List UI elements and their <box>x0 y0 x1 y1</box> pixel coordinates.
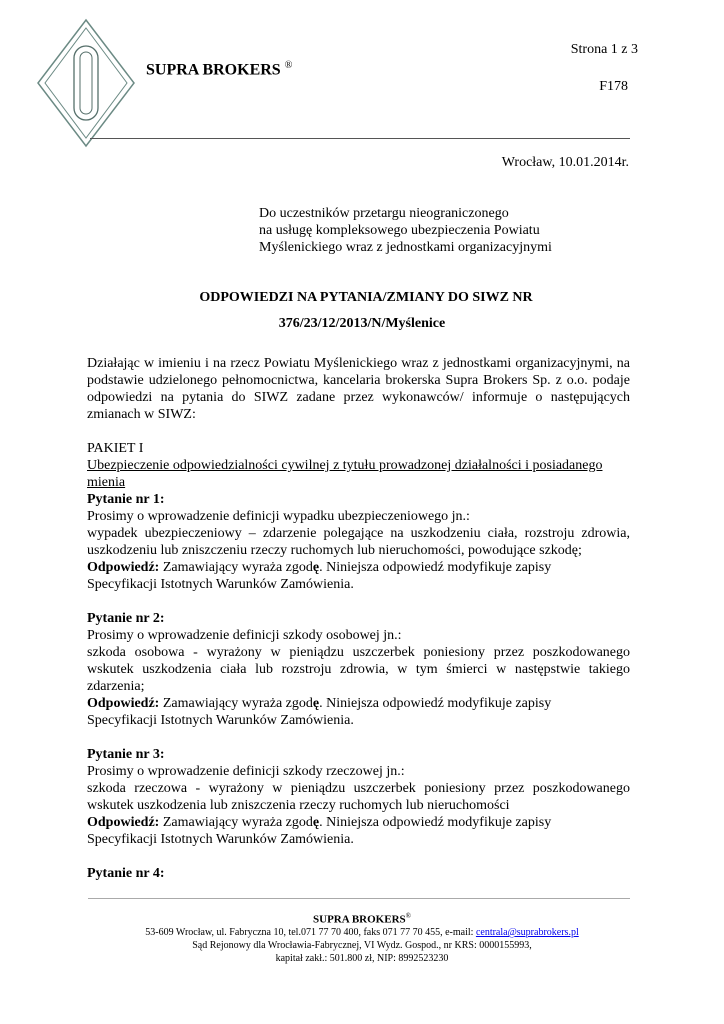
package-heading: PAKIET I <box>87 441 144 456</box>
document-title: ODPOWIEDZI NA PYTANIA/ZMIANY DO SIWZ NR <box>199 290 533 305</box>
answer: Odpowiedź: Zamawiający wyraża zgodę. Niniejsza odpowiedź modyfikuje zapisy <box>87 815 552 830</box>
package-subject: Ubezpieczenie odpowiedzialności cywilnej z tytułu prowadzonej działalności i posiadanego mienia <box>87 458 603 490</box>
footer-court-registration: Sąd Rejonowy dla Wrocławia-Fabrycznej, VI Wydz. Gospod., nr KRS: 0000155993, <box>192 940 532 951</box>
form-code: F178 <box>599 79 628 94</box>
supra-brokers-logo-icon <box>36 18 136 148</box>
question-label: Pytanie nr 2: <box>87 611 165 626</box>
answer-continuation: Specyfikacji Istotnych Warunków Zamówienia. <box>87 577 354 592</box>
company-name: SUPRA BROKERS ® <box>146 60 293 79</box>
page-number: Strona 1 z 3 <box>570 42 638 57</box>
intro-paragraph: Działając w imieniu i na rzecz Powiatu Myślenickiego wraz z jednostkami organizacyjnymi, na podstawie udzielonego pełnomocnictwa, kancelaria brokerska Supra Brokers Sp. z o.o. podaje odpowiedzi na pytania do SIWZ zadane przez wykonawców/ informuje o następujących zmianach w SIWZ: <box>87 356 630 422</box>
question-request: Prosimy o wprowadzenie definicji szkody rzeczowej jn.: <box>87 764 405 779</box>
email-link[interactable]: centrala@suprabrokers.pl <box>475 927 579 938</box>
question-definition: wypadek ubezpieczeniowy – zdarzenie polegające na uszkodzeniu ciała, rozstroju zdrowia, uszkodzeniu lub zniszczeniu rzeczy ruchomych lub nieruchomości, powodujące szkodę; <box>87 526 630 558</box>
question-label: Pytanie nr 4: <box>87 866 165 881</box>
answer-continuation: Specyfikacji Istotnych Warunków Zamówienia. <box>87 713 354 728</box>
addressee-line: Do uczestników przetargu nieograniczonego <box>259 206 509 221</box>
question-request: Prosimy o wprowadzenie definicji szkody osobowej jn.: <box>87 628 402 643</box>
addressee-line: na usługę kompleksowego ubezpieczenia Powiatu <box>259 223 540 238</box>
footer-company: SUPRA BROKERS® <box>313 912 411 926</box>
footer-address: 53-609 Wrocław, ul. Fabryczna 10, tel.071 77 70 400, faks 071 77 70 455, e-mail: centrala@suprabrokers.pl <box>145 927 579 938</box>
addressee-line: Myślenickiego wraz z jednostkami organizacyjnymi <box>259 240 552 255</box>
header-divider <box>90 138 630 139</box>
letter-body <box>87 355 630 882</box>
answer: Odpowiedź: Zamawiający wyraża zgodę. Niniejsza odpowiedź modyfikuje zapisy <box>87 560 552 575</box>
footer-capital-tax: kapitał zakł.: 501.800 zł, NIP: 8992523230 <box>275 953 449 964</box>
answer: Odpowiedź: Zamawiający wyraża zgodę. Niniejsza odpowiedź modyfikuje zapisy <box>87 696 552 711</box>
question-definition: szkoda rzeczowa - wyrażony w pieniądzu uszczerbek poniesiony przez poszkodowanego wskutek uszkodzenia lub zniszczenia rzeczy ruchomych lub nieruchomości <box>87 781 630 813</box>
question-definition: szkoda osobowa - wyrażony w pieniądzu uszczerbek poniesiony przez poszkodowanego wskutek uszkodzenia ciała lub rozstroju zdrowia, w tym śmierci w następstwie takiego zdarzenia; <box>87 645 630 694</box>
document-reference-number: 376/23/12/2013/N/Myślenice <box>278 316 446 331</box>
footer-divider <box>88 898 630 899</box>
letter-date: Wrocław, 10.01.2014r. <box>501 155 629 170</box>
answer-continuation: Specyfikacji Istotnych Warunków Zamówienia. <box>87 832 354 847</box>
addressee-block <box>259 205 552 256</box>
question-label: Pytanie nr 1: <box>87 492 165 507</box>
question-label: Pytanie nr 3: <box>87 747 165 762</box>
question-request: Prosimy o wprowadzenie definicji wypadku ubezpieczeniowego jn.: <box>87 509 470 524</box>
